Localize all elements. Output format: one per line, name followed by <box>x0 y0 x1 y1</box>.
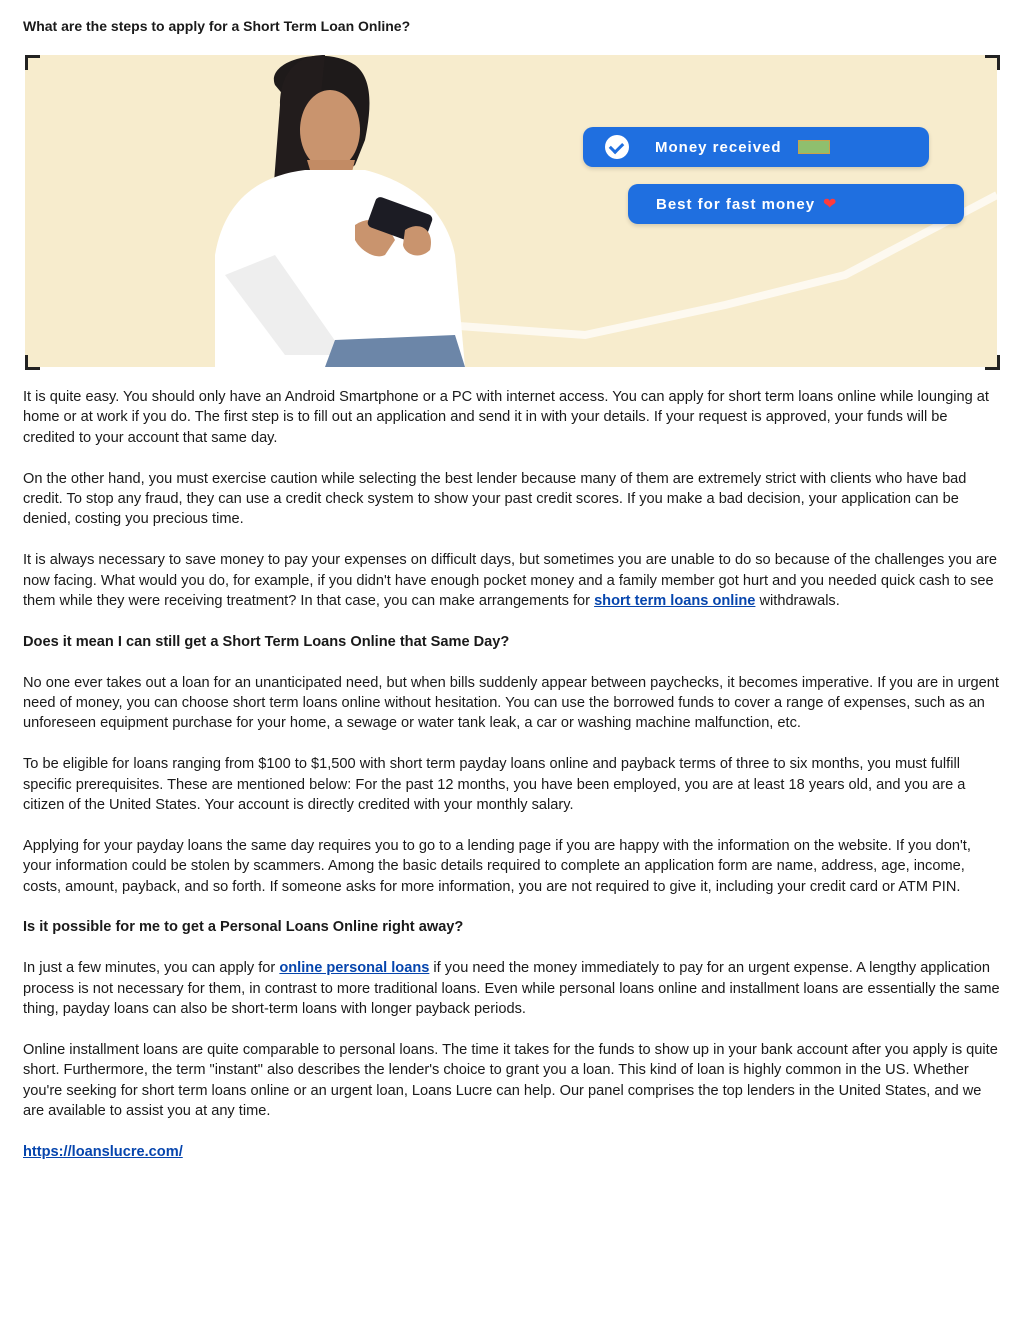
money-received-bubble <box>583 127 929 167</box>
paragraph-text: It is always necessary to save money to pay your expenses on difficult days, but sometimes you are unable to do so because of the challenges you are now facing. What would you do, for example, if you didn't have enough pocket money and a family member got hurt and you needed quick cash to see them while they were receiving treatment? In that case, you can make arrangements for <box>23 552 998 610</box>
frame-corner-bottom-right <box>985 355 1000 370</box>
paragraph: No one ever takes out a loan for an unanticipated need, but when bills suddenly appear between paychecks, it becomes imperative. If you are in urgent need of money, you can choose short term loans online without hesitation. You can use the borrowed funds to cover a range of expenses, such as an unforeseen equipment purchase for your home, a sewage or water tank leak, a car or washing machine malfunction, etc. <box>23 674 999 732</box>
bubble-text: Money received <box>655 138 782 156</box>
page-title: What are the steps to apply for a Short Term Loan Online? <box>23 18 411 34</box>
section-heading: Is it possible for me to get a Personal Loans Online right away? <box>23 919 464 936</box>
paragraph <box>23 550 1001 611</box>
check-icon <box>605 135 629 159</box>
paragraph <box>23 958 1001 1019</box>
section-heading: Does it mean I can still get a Short Term Loans Online that Same Day? <box>23 633 510 650</box>
paragraph-text: withdrawals. <box>755 593 840 610</box>
frame-corner-top-left <box>25 55 40 70</box>
cash-icon <box>798 140 830 154</box>
loanslucre-link[interactable]: https://loanslucre.com/ <box>23 1143 183 1160</box>
bubble-text: Best for fast money <box>656 195 816 213</box>
paragraph: On the other hand, you must exercise caution while selecting the best lender because many of them are extremely strict with clients who have bad credit. To stop any fraud, they can use a credit check system to show your past credit scores. If you make a bad decision, your application can be denied, costing you precious time. <box>23 470 967 528</box>
paragraph: Online installment loans are quite comparable to personal loans. The time it takes for the funds to show up in your bank account after you apply is quite short. Furthermore, the term "instant" also describes the lender's choice to grant you a loan. This kind of loan is highly common in the US. Whether you're seeking for short term loans online or an urgent loan, Loans Lucre can help. Our panel comprises the top lenders in the United States, and we are available to assist you at any time. <box>23 1041 998 1120</box>
paragraph-text: if you need the money immediately to pay for an urgent expense. A lengthy application process is not necessary for them, in contrast to more traditional loans. Even while personal loans online and installment loans are essentially the same thing, payday loans can also be short-term loans with longer payback periods. <box>23 960 1000 1018</box>
heart-icon: ❤ <box>823 196 838 213</box>
paragraph: It is quite easy. You should only have an Android Smartphone or a PC with internet access. You can apply for short term loans online while lounging at home or at work if you do. The first step is to fill out an application and send it in with your details. If your request is approved, your funds will be credited to your account that same day. <box>23 389 989 446</box>
online-personal-loans-link[interactable]: online personal loans <box>279 960 430 977</box>
frame-corner-top-right <box>985 55 1000 70</box>
article-body <box>23 387 1001 1183</box>
footer-link-row <box>23 1142 1001 1162</box>
paragraph-text: In just a few minutes, you can apply for <box>23 960 280 977</box>
fast-money-bubble <box>628 184 964 224</box>
short-term-loans-link[interactable]: short term loans online <box>594 593 756 610</box>
paragraph: Applying for your payday loans the same day requires you to go to a lending page if you are happy with the information on the website. If you don't, your information could be stolen by scammers. Among the basic details required to complete an application form are name, address, age, income, costs, amount, payback, and so forth. If someone asks for more information, you are not required to give it, including your credit card or ATM PIN. <box>23 837 971 895</box>
frame-corner-bottom-left <box>25 355 40 370</box>
paragraph: To be eligible for loans ranging from $100 to $1,500 with short term payday loans online and payback terms of three to six months, you must fulfill specific prerequisites. These are mentioned below: For the past 12 months, you have been employed, you are at least 18 years old, and you are a citizen of the United States. Your account is directly credited with your monthly salary. <box>23 756 966 814</box>
